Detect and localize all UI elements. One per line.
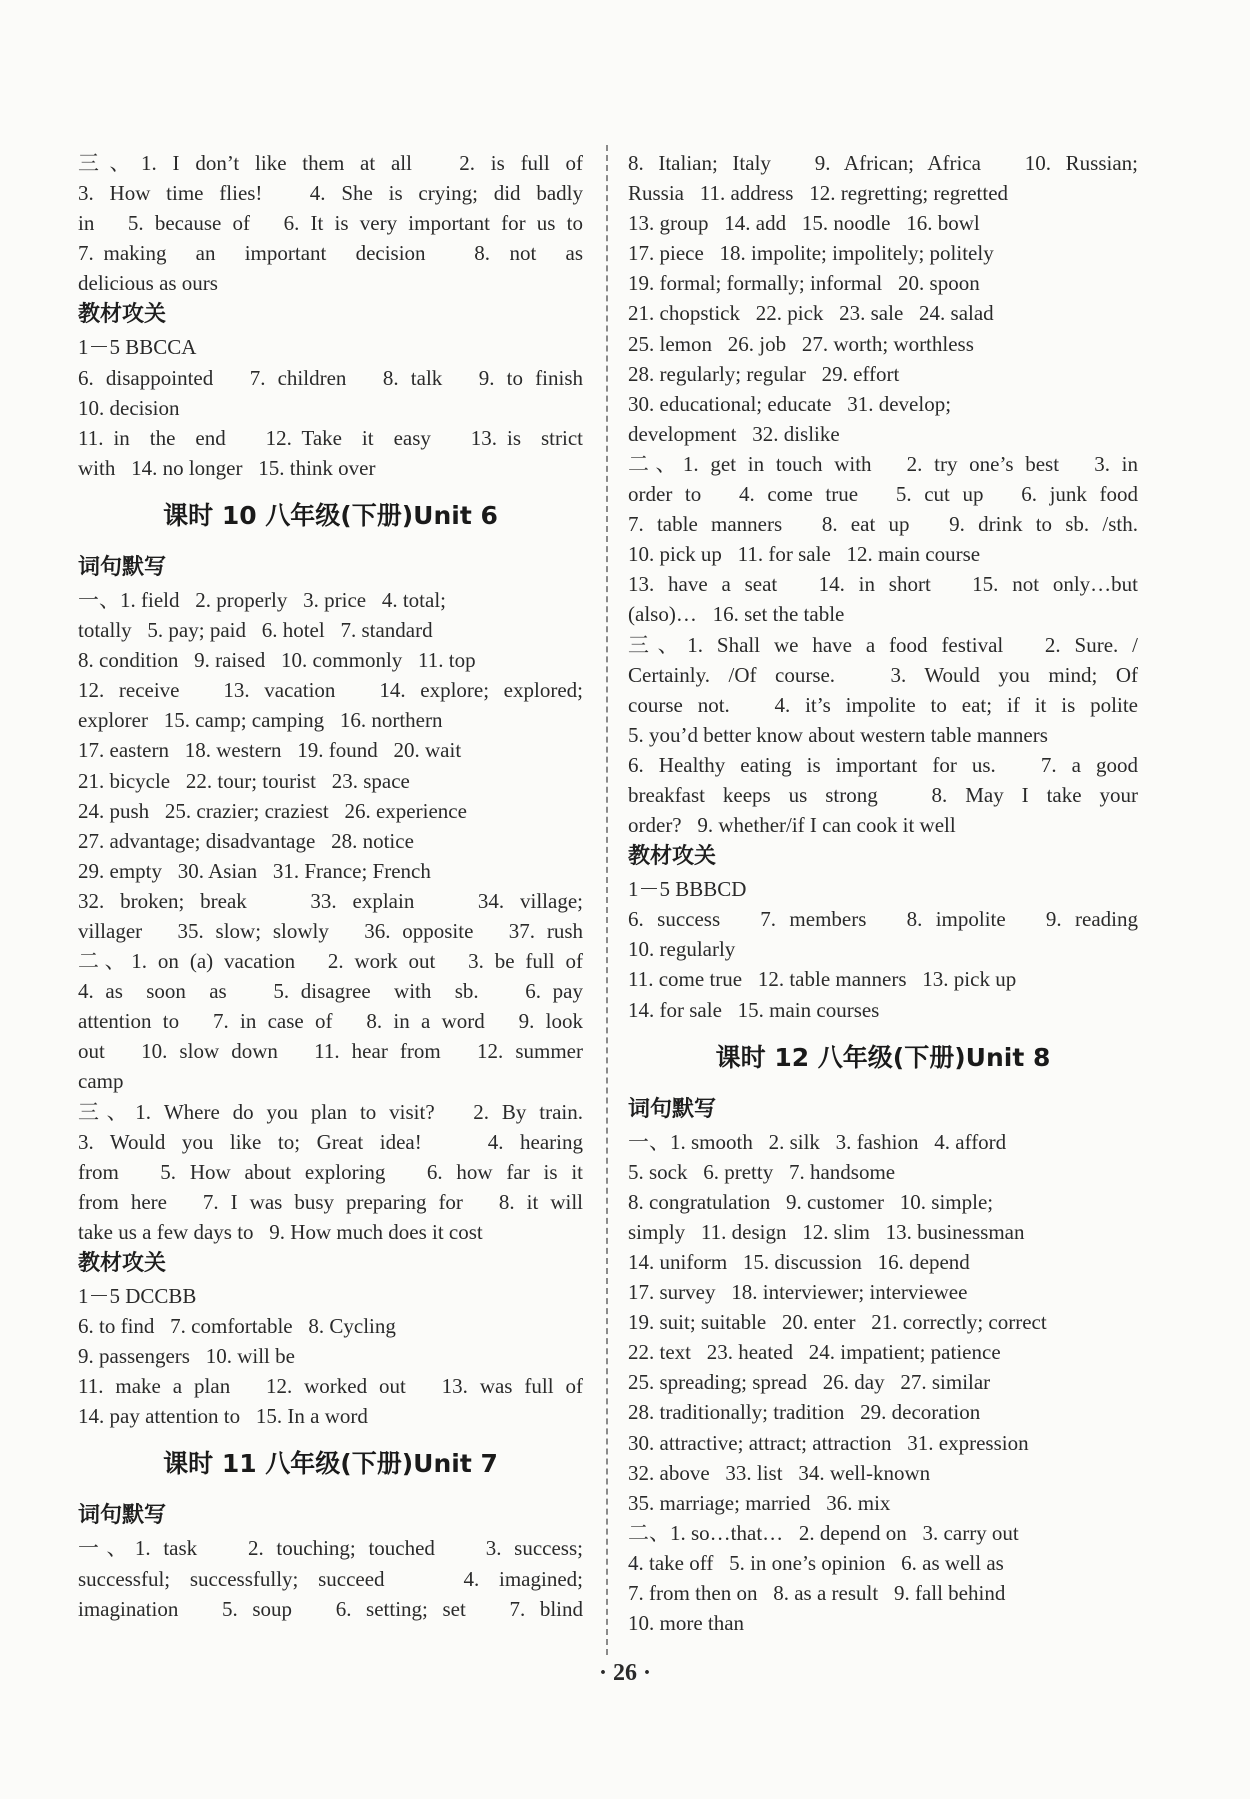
answer-line: 19. suit; suitable 20. enter 21. correctly; correct	[628, 1310, 1047, 1335]
answer-line: 6. Healthy eating is important for us. 7. a good	[628, 752, 1138, 777]
answer-line: 三、1. Where do you plan to visit? 2. By train.	[78, 1099, 583, 1124]
answer-line: 28. regularly; regular 29. effort	[628, 361, 900, 386]
answer-line: 5. you’d better know about western table manners	[628, 722, 1048, 747]
answer-line: 4. take off 5. in one’s opinion 6. as well as	[628, 1550, 1004, 1575]
right-column	[628, 148, 1138, 1638]
section-heading: 教材攻关	[78, 302, 167, 328]
answer-line: 29. empty 30. Asian 31. France; French	[78, 858, 431, 883]
answer-line: 11. in the end 12. Take it easy 13. is strict	[78, 425, 583, 450]
answer-line: 1－5 BBCCA	[78, 335, 197, 360]
answer-line: totally 5. pay; paid 6. hotel 7. standard	[78, 618, 433, 643]
answer-line: 25. spreading; spread 26. day 27. similar	[628, 1370, 991, 1395]
lesson-title: 课时 12 八年级(下册)Unit 8	[715, 1042, 1051, 1072]
answer-line: breakfast keeps us strong 8. May I take your	[628, 782, 1138, 807]
answer-line: 三、1. I don’t like them at all 2. is full of	[78, 151, 583, 175]
answer-line: course not. 4. it’s impolite to eat; if it is polite	[628, 692, 1138, 717]
answer-line: 17. piece 18. impolite; impolitely; politely	[628, 241, 994, 266]
answer-line: 35. marriage; married 36. mix	[628, 1490, 891, 1515]
lesson-title: 课时 11 八年级(下册)Unit 7	[163, 1449, 498, 1479]
answer-line: 6. to find 7. comfortable 8. Cycling	[78, 1314, 396, 1339]
answer-line: out 10. slow down 11. hear from 12. summer	[78, 1039, 583, 1064]
answer-line: 19. formal; formally; informal 20. spoon	[628, 271, 980, 296]
answer-line: 13. group 14. add 15. noodle 16. bowl	[628, 211, 980, 236]
answer-line: with 14. no longer 15. think over	[78, 455, 376, 480]
answer-line: 13. have a seat 14. in short 15. not only…but	[628, 572, 1138, 597]
section-heading: 教材攻关	[628, 844, 717, 870]
answer-line: 8. congratulation 9. customer 10. simple;	[628, 1189, 994, 1214]
answer-line: 11. come true 12. table manners 13. pick up	[628, 967, 1017, 992]
answer-line: successful; successfully; succeed 4. imagined;	[78, 1566, 583, 1591]
column-divider	[606, 145, 608, 1655]
answer-line: 27. advantage; disadvantage 28. notice	[78, 828, 414, 853]
answer-line: 一、1. field 2. properly 3. price 4. total;	[78, 587, 447, 612]
answer-line: 6. disappointed 7. children 8. talk 9. to finish	[78, 365, 583, 390]
answer-line: 4. as soon as 5. disagree with sb. 6. pay	[78, 979, 583, 1004]
answer-line: 一、1. smooth 2. silk 3. fashion 4. afford	[628, 1129, 1007, 1154]
answer-line: imagination 5. soup 6. setting; set 7. blind	[78, 1596, 583, 1621]
answer-line: 24. push 25. crazier; craziest 26. experience	[78, 798, 467, 823]
section-heading: 教材攻关	[78, 1251, 167, 1276]
answer-line: 32. broken; break 33. explain 34. village;	[78, 888, 583, 913]
answer-line: (also)… 16. set the table	[628, 602, 845, 627]
answer-line: 7. making an important decision 8. not as	[78, 241, 583, 266]
answer-line: simply 11. design 12. slim 13. businessman	[628, 1219, 1025, 1244]
answer-line: order to 4. come true 5. cut up 6. junk food	[628, 482, 1138, 507]
answer-line: 8. condition 9. raised 10. commonly 11. top	[78, 648, 476, 673]
answer-line: 30. attractive; attract; attraction 31. expression	[628, 1430, 1029, 1455]
answer-line: 14. uniform 15. discussion 16. depend	[628, 1250, 970, 1274]
answer-line: delicious as ours	[78, 271, 218, 296]
answer-line: 14. pay attention to 15. In a word	[78, 1404, 368, 1429]
answer-line: 10. decision	[78, 395, 180, 420]
answer-line: 30. educational; educate 31. develop;	[628, 391, 952, 416]
answer-line: 21. chopstick 22. pick 23. sale 24. salad	[628, 301, 994, 326]
left-column	[78, 148, 583, 1624]
answer-line: 一、1. task 2. touching; touched 3. success;	[78, 1536, 583, 1561]
answer-line: 二、1. on (a) vacation 2. work out 3. be full of	[78, 949, 583, 974]
answer-line: 6. success 7. members 8. impolite 9. reading	[628, 907, 1138, 932]
answer-line: 17. survey 18. interviewer; interviewee	[628, 1280, 968, 1305]
answer-line: 8. Italian; Italy 9. African; Africa 10. Russian;	[628, 151, 1138, 175]
answer-line: 二、1. so…that… 2. depend on 3. carry out	[628, 1520, 1019, 1545]
answer-line: 12. receive 13. vacation 14. explore; explored;	[78, 678, 583, 703]
answer-line: 二、1. get in touch with 2. try one’s best 3. in	[628, 451, 1138, 476]
answer-line: 14. for sale 15. main courses	[628, 997, 880, 1022]
answer-line: 11. make a plan 12. worked out 13. was full of	[78, 1374, 583, 1399]
answer-line: 22. text 23. heated 24. impatient; patience	[628, 1340, 1001, 1365]
answer-line: 32. above 33. list 34. well-known	[628, 1460, 931, 1485]
answer-line: 9. passengers 10. will be	[78, 1344, 295, 1369]
answer-line: camp	[78, 1069, 124, 1094]
lesson-title: 课时 10 八年级(下册)Unit 6	[163, 500, 498, 530]
answer-line: 28. traditionally; tradition 29. decoration	[628, 1400, 981, 1425]
answer-line: development 32. dislike	[628, 421, 840, 446]
answer-line: Certainly. /Of course. 3. Would you mind; Of	[628, 662, 1138, 687]
section-heading: 词句默写	[628, 1096, 717, 1122]
answer-line: in 5. because of 6. It is very important for us to	[78, 211, 583, 236]
answer-line: 17. eastern 18. western 19. found 20. wait	[78, 738, 462, 763]
answer-line: 21. bicycle 22. tour; tourist 23. space	[78, 768, 410, 793]
answer-line: Russia 11. address 12. regretting; regretted	[628, 181, 1009, 206]
answer-line: attention to 7. in case of 8. in a word 9. look	[78, 1009, 583, 1034]
answer-line: 三、1. Shall we have a food festival 2. Sure. /	[628, 632, 1138, 657]
answer-line: 1－5 BBBCD	[628, 877, 747, 902]
answer-line: from 5. How about exploring 6. how far is it	[78, 1159, 583, 1184]
answer-line: order? 9. whether/if I can cook it well	[628, 813, 956, 838]
answer-line: 3. How time flies! 4. She is crying; did badly	[78, 181, 583, 206]
answer-line: explorer 15. camp; camping 16. northern	[78, 708, 443, 733]
answer-line: 5. sock 6. pretty 7. handsome	[628, 1159, 896, 1184]
answer-line: 1－5 DCCBB	[78, 1284, 197, 1308]
answer-line: villager 35. slow; slowly 36. opposite 37. rush	[78, 918, 583, 943]
answer-line: 10. regularly	[628, 937, 736, 962]
section-heading: 词句默写	[78, 554, 167, 580]
answer-line: from here 7. I was busy preparing for 8. it will	[78, 1189, 583, 1214]
answer-line: 25. lemon 26. job 27. worth; worthless	[628, 331, 974, 356]
answer-line: 3. Would you like to; Great idea! 4. hearing	[78, 1129, 583, 1154]
answer-line: 10. pick up 11. for sale 12. main course	[628, 542, 981, 567]
section-heading: 词句默写	[78, 1503, 167, 1529]
answer-line: 10. more than	[628, 1611, 745, 1636]
answer-line: 7. table manners 8. eat up 9. drink to sb. /sth.	[628, 512, 1138, 537]
page-number: · 26 ·	[598, 1660, 651, 1686]
answer-line: take us a few days to 9. How much does it cost	[78, 1219, 483, 1244]
answer-line: 7. from then on 8. as a result 9. fall behind	[628, 1581, 1006, 1606]
